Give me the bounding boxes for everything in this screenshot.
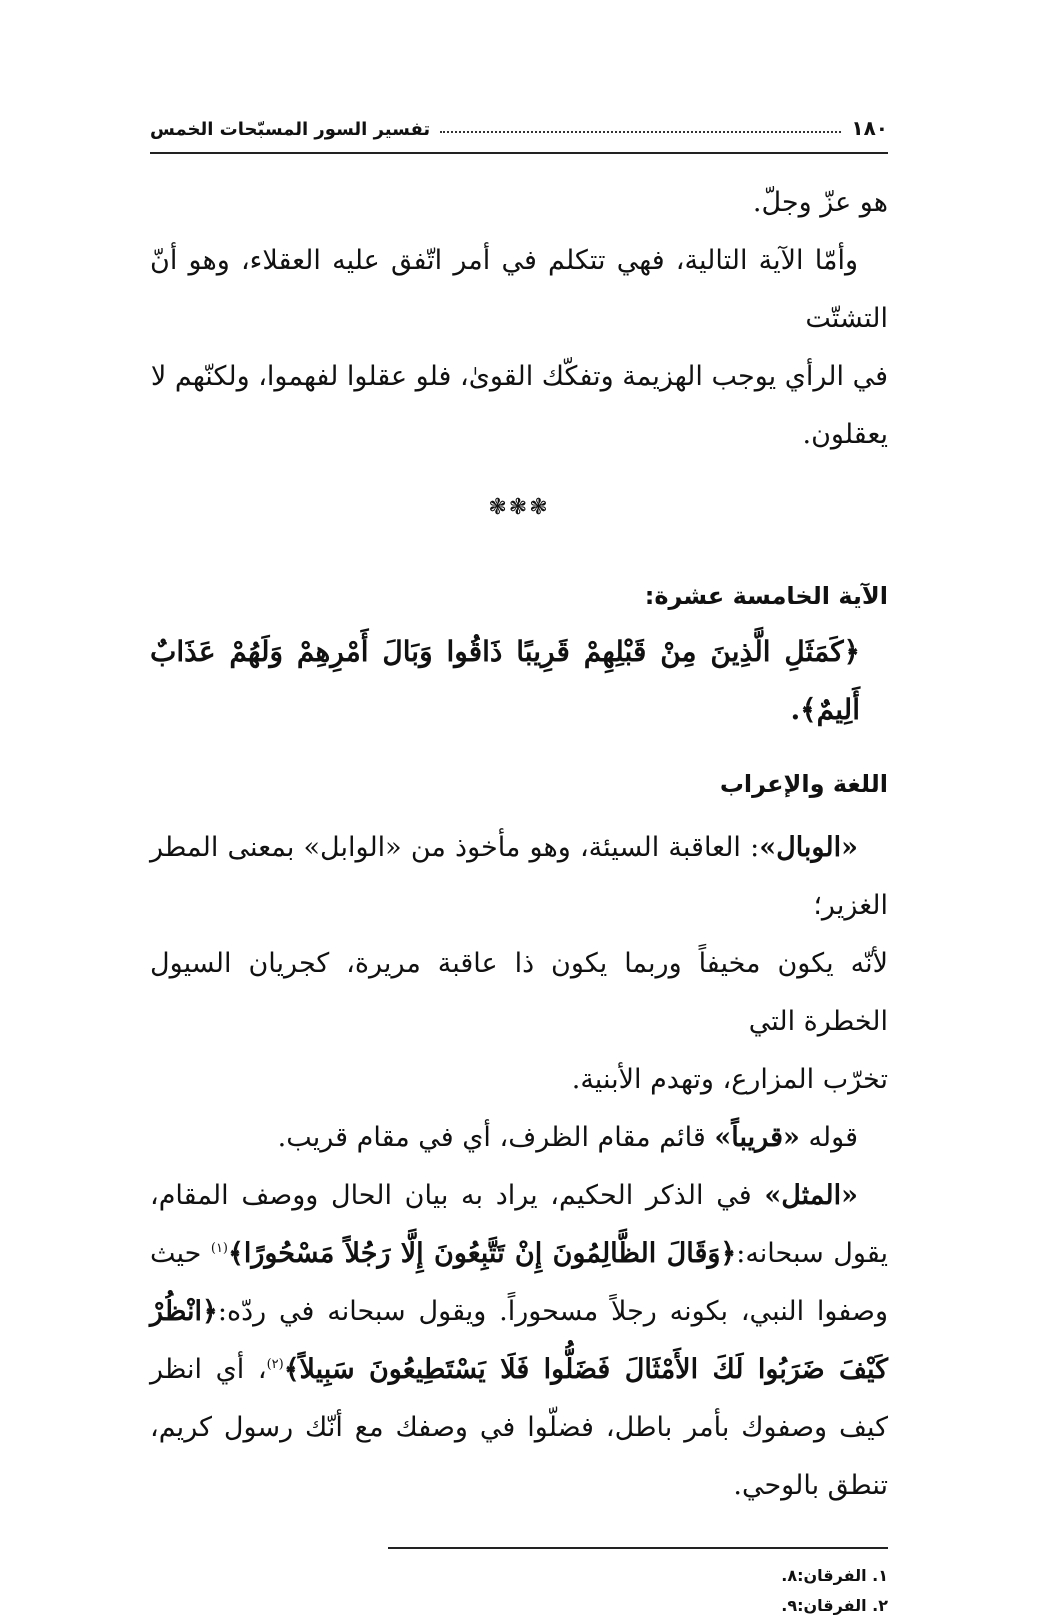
qariban-prefix: قوله (799, 1122, 858, 1153)
quran-quote-1: ﴿وَقَالَ الظَّالِمُونَ إِنْ تَتَّبِعُونَ إِلَّا رَجُلاً مَسْحُورًا﴾ (228, 1238, 737, 1269)
mathal-text-3: حيث وصفوا النبي، (150, 1238, 888, 1327)
qariban-explanation: قائم مقام الظرف، أي في مقام قريب. (277, 1122, 715, 1153)
footnote-ref-2: (٢) (266, 1357, 284, 1372)
verse-heading: الآية الخامسة عشرة: (644, 582, 888, 610)
mathal-text-6: وصفك مع أنّك رسول كريم، تنطق بالوحي. (150, 1412, 888, 1501)
term-mathal: «المثل» (764, 1180, 858, 1211)
wabal-paragraph-line-3: تخرّب المزارع، وتهدم الأبنية. (571, 1064, 888, 1095)
page-number: ١٨٠ (851, 116, 888, 140)
wabal-paragraph-line-2: لأنّه يكون مخيفاً وربما يكون ذا عاقبة مريرة، كجريان السيول الخطرة التي (150, 948, 888, 1037)
term-wabal: «الوبال» (759, 832, 858, 863)
qariban-paragraph (150, 1109, 888, 1167)
spacer (150, 739, 888, 767)
mathal-text-2: سبحانه: (736, 1238, 824, 1269)
mathal-text-4: بكونه رجلاً مسحوراً. ويقول سبحانه في ردّه: (217, 1296, 729, 1327)
section-separator: ❃❃❃ (488, 495, 550, 520)
mathal-text-1: في الذكر الحكيم، يراد به بيان الحال ووصف المقام، يقول (150, 1180, 888, 1269)
quran-quote-2: ﴿انْظُرْ كَيْفَ ضَرَبُوا لَكَ الأَمْثَالَ فَضَلُّوا فَلَا يَسْتَطِيعُونَ سَبِيلاً﴾ (150, 1296, 889, 1385)
footnote-1: ١. الفرقان:٨. (781, 1566, 888, 1585)
verse-text: ﴿كَمَثَلِ الَّذِينَ مِنْ قَبْلِهِمْ قَرِيبًا ذَاقُوا وَبَالَ أَمْرِهِمْ وَلَهُمْ عَذَابٌ أَلِيمٌ﴾. (150, 635, 860, 726)
wabal-paragraph-line-1 (150, 819, 888, 935)
spacer (150, 801, 888, 819)
language-heading: اللغة والإعراب (719, 770, 888, 798)
book-title: تفسير السور المسبّحات الخمس (150, 119, 431, 140)
footnote-2: ٢. الفرقان:٩. (781, 1596, 888, 1615)
footnotes (388, 1547, 888, 1621)
intro-line-1: هو عزّ وجلّ. (752, 187, 888, 218)
mathal-paragraph (150, 1167, 888, 1515)
running-head (150, 100, 888, 140)
intro-line-2: وأمّا الآية التالية، فهي تتكلم في أمر اتّفق عليه العقلاء، وهو أنّ التشتّت (150, 245, 888, 334)
header-divider (150, 152, 888, 154)
intro-line-3: في الرأي يوجب الهزيمة وتفكّك القوىٰ، فلو عقلوا لفهموا، ولكنّهم لا (150, 361, 888, 392)
leader-dots (440, 131, 841, 133)
mathal-text-5: ، أي انظر كيف وصفوك بأمر باطل، فضلّوا في (150, 1354, 888, 1443)
intro-line-4: يعقلون. (802, 419, 888, 450)
wabal-definition: : العاقبة السيئة، وهو مأخوذ من «الوابل» بمعنى المطر الغزير؛ (150, 832, 888, 921)
page-body (150, 174, 888, 1515)
book-page (150, 100, 888, 1621)
term-qariban: «قريباً» (714, 1122, 800, 1153)
footnote-ref-1: (١) (210, 1241, 228, 1256)
